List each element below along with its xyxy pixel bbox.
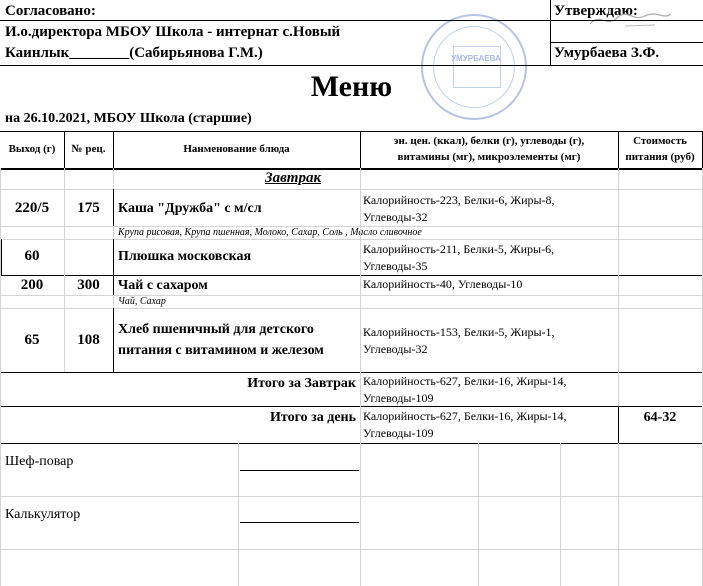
stamp-icon: [421, 14, 527, 120]
row2-output: 60: [24, 248, 40, 264]
subtitle: на 26.10.2021, МБОУ Школа (старшие): [5, 111, 252, 126]
total-breakfast-label: Итого за Завтрак: [247, 376, 356, 391]
row4-name-2: питания с витамином и железом: [118, 343, 324, 358]
total-day-nutrition-2: Углеводы-109: [363, 426, 434, 440]
row3-output: 200: [20, 277, 44, 293]
col-recipe: № рец.: [71, 143, 106, 155]
approved-line-2: Каинлык________(Сабирьянова Г.М.): [5, 45, 263, 61]
row1-recipe: 175: [77, 200, 100, 216]
confirm-name: Умурбаева З.Ф.: [554, 45, 660, 61]
row4-nutrition-1: Калорийность-153, Белки-5, Жиры-1,: [363, 325, 555, 339]
row4-name-1: Хлеб пшеничный для детского: [118, 322, 314, 337]
col-cost-line1: Стоимость: [633, 135, 687, 147]
row2-nutrition-1: Калорийность-211, Белки-5, Жиры-6,: [363, 242, 555, 256]
total-day-nutrition-1: Калорийность-627, Белки-16, Жиры-14,: [363, 409, 567, 423]
row4-nutrition-2: Углеводы-32: [363, 342, 428, 356]
calculator-label: Калькулятор: [5, 507, 81, 522]
row3-ingredients: Чай, Сахар: [118, 296, 166, 307]
total-day-cost: 64-32: [643, 410, 677, 425]
approved-label: Согласовано:: [5, 3, 96, 19]
approved-line-1: И.о.директора МБОУ Школа - интернат с.Новый: [5, 24, 341, 40]
row1-name: Каша "Дружба" с м/сл: [118, 201, 262, 216]
row1-ingredients: Крупа рисовая, Крупа пшенная, Молоко, Сахар, Соль , Масло сливочное: [118, 227, 422, 238]
col-nutrition-line1: эн. цен. (ккал), белки (г), углеводы (г),: [393, 135, 585, 147]
page-title: Меню: [310, 70, 393, 103]
col-output: Выход (г): [8, 143, 56, 155]
total-breakfast-nutrition-2: Углеводы-109: [363, 391, 434, 405]
total-breakfast-nutrition-1: Калорийность-627, Белки-16, Жиры-14,: [363, 374, 567, 388]
signature-icon: [585, 8, 675, 30]
total-day-label: Итого за день: [270, 410, 356, 425]
stamp-text: УМУРБАЕВА: [451, 54, 501, 63]
section-breakfast: Завтрак: [264, 170, 322, 186]
row3-name: Чай с сахаром: [118, 278, 208, 293]
col-cost-line2: питания (руб): [625, 151, 695, 163]
row4-recipe: 108: [77, 332, 100, 348]
row2-name: Плюшка московская: [118, 249, 252, 264]
col-name: Нанменование блюда: [183, 143, 290, 155]
row4-output: 65: [24, 332, 40, 348]
row1-nutrition-1: Калорийность-223, Белки-6, Жиры-8,: [363, 193, 555, 207]
confirm-label: Утверждаю:: [554, 3, 638, 19]
row1-nutrition-2: Углеводы-32: [363, 210, 428, 224]
row3-nutrition-1: Калорийность-40, Углеводы-10: [363, 277, 523, 291]
row2-nutrition-2: Углеводы-35: [363, 259, 428, 273]
row3-recipe: 300: [77, 277, 100, 293]
chef-label: Шеф-повар: [5, 454, 74, 469]
col-nutrition-line2: витамины (мг), микроэлементы (мг): [397, 151, 581, 163]
row1-output: 220/5: [14, 200, 50, 216]
